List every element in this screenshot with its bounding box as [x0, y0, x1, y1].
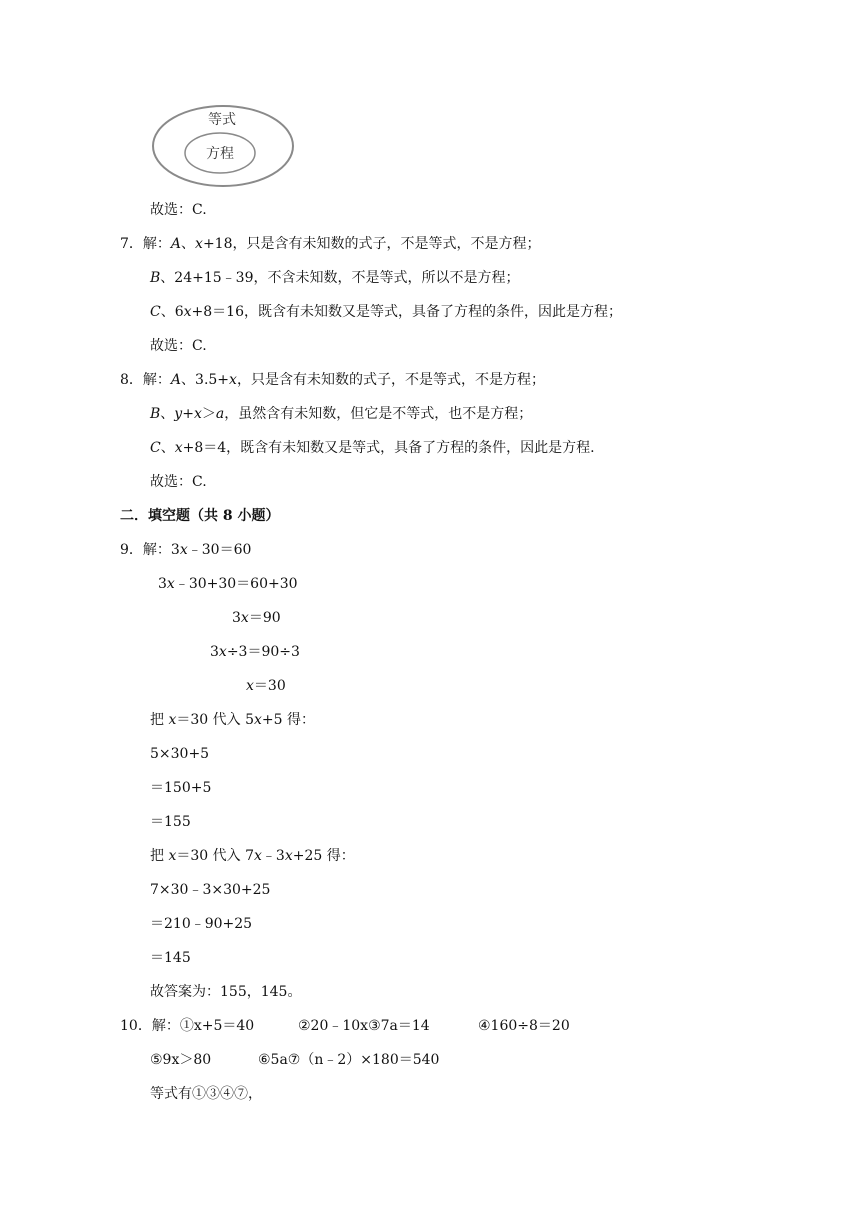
- q9-sub2: [150, 846, 355, 866]
- q6-conclusion: 故选：C.: [150, 202, 207, 218]
- q9-sub2-var2: x: [253, 848, 262, 864]
- q8-a-var: x: [229, 372, 237, 388]
- q7-opt-c: C: [150, 304, 161, 320]
- q7-b-sep: 、: [160, 270, 175, 286]
- q7-c-text: ，既含有未知数又是等式，具备了方程的条件，因此是方程；: [244, 304, 622, 320]
- q8-b-text: ，虽然含有未知数，但它是不等式，也不是方程；: [224, 406, 533, 422]
- q7-b-text: ，不含未知数，不是等式，所以不是方程；: [253, 270, 520, 286]
- q9-calc1-line: ＝150+5: [150, 780, 212, 796]
- q9-sub2-p4: +25 得：: [292, 848, 355, 864]
- q10-item-2: ②20﹣10x③7a＝14: [298, 1018, 430, 1034]
- q9-eq5: [246, 676, 286, 696]
- q8-c-expr: +8＝4: [182, 440, 227, 456]
- q8-opt-a: A: [170, 372, 182, 388]
- q8-head: 8．解：: [120, 372, 171, 388]
- q8-b-plus: +: [182, 406, 194, 422]
- q8-line-a: [120, 370, 545, 390]
- q8-b-v3: a: [215, 406, 225, 422]
- q9-eq1-var: x: [179, 542, 188, 558]
- q10-equalities: 等式有①③④⑦，: [150, 1086, 262, 1102]
- q8-c-text: ，既含有未知数又是等式，具备了方程的条件，因此是方程.: [226, 440, 595, 456]
- q9-sub1-var: x: [168, 712, 177, 728]
- q9-sub2-var3: x: [284, 848, 293, 864]
- q9-eq4-var: x: [218, 644, 227, 660]
- q9-eq2-b: ﹣30+30＝60+30: [174, 576, 298, 592]
- q8-a-text: ，只是含有未知数的式子，不是等式，不是方程；: [236, 372, 545, 388]
- q9-eq3-b: ＝90: [248, 610, 281, 626]
- q8-opt-c: C: [150, 440, 161, 456]
- q9-eq2-a: 3: [158, 576, 167, 592]
- q7-a-expr: +18: [202, 236, 233, 252]
- q9-head: 9．解：: [120, 542, 171, 558]
- equation-set-diagram: [150, 100, 296, 190]
- q8-c-sep: 、: [160, 440, 175, 456]
- q9-eq3: [232, 608, 281, 628]
- q9-sub1-p3: +5 得：: [261, 712, 315, 728]
- q8-b-v1: y: [174, 406, 183, 422]
- q7-line-b: [150, 268, 519, 288]
- q7-a-sep: 、: [181, 236, 196, 252]
- q9-eq1-b: ﹣30＝60: [187, 542, 252, 558]
- outer-label: 等式: [208, 112, 236, 128]
- q8-opt-b: B: [150, 406, 161, 422]
- q8-b-gt: ＞: [201, 406, 216, 422]
- q7-opt-b: B: [150, 270, 161, 286]
- q7-b-expr: 24+15﹣39: [174, 270, 254, 286]
- q7-c-sep: 、: [160, 304, 175, 320]
- q7-head: 7．解：: [120, 236, 171, 252]
- q9-eq5-b: ＝30: [253, 678, 286, 694]
- q9-eq1: [120, 540, 251, 560]
- q9-sub1-p2: ＝30 代入 5: [176, 712, 254, 728]
- q9-sub1-var2: x: [253, 712, 262, 728]
- q9-calc1-line: ＝155: [150, 814, 191, 830]
- q9-sub2-p2: ＝30 代入 7: [176, 848, 254, 864]
- q7-a-var: x: [195, 236, 203, 252]
- q9-eq5-var: x: [246, 678, 254, 694]
- q9-eq4: [210, 642, 300, 662]
- q9-eq3-a: 3: [232, 610, 241, 626]
- q7-c-expr-b: +8＝16: [191, 304, 244, 320]
- q8-a-sep: 、: [181, 372, 196, 388]
- q8-a-expr: 3.5+: [195, 372, 230, 388]
- q7-conclusion: 故选：C.: [150, 338, 207, 354]
- q9-calc2-line: ＝210﹣90+25: [150, 916, 253, 932]
- q10-line-1: [120, 1016, 254, 1036]
- q8-line-b: [150, 404, 532, 424]
- q9-eq3-var: x: [240, 610, 249, 626]
- q8-c-var: x: [174, 440, 183, 456]
- q9-calc1-line: 5×30+5: [150, 746, 210, 762]
- q9-eq2: [158, 574, 298, 594]
- q7-a-text: ，只是含有未知数的式子，不是等式，不是方程；: [232, 236, 541, 252]
- q7-c-var: x: [183, 304, 192, 320]
- q8-line-c: [150, 438, 595, 458]
- q10-item-1: ①x+5＝40: [179, 1018, 255, 1034]
- q9-answer: 故答案为：155，145。: [150, 984, 302, 1000]
- q7-c-expr-a: 6: [174, 304, 184, 320]
- q9-eq4-a: 3: [210, 644, 219, 660]
- q9-sub2-p3: ﹣3: [261, 848, 285, 864]
- q7-line-c: [150, 302, 622, 322]
- q8-conclusion: 故选：C.: [150, 474, 207, 490]
- q8-b-sep: 、: [160, 406, 175, 422]
- q7-opt-a: A: [170, 236, 182, 252]
- inner-label: 方程: [206, 146, 234, 162]
- q9-eq1-a: 3: [170, 542, 180, 558]
- q9-sub2-var: x: [168, 848, 177, 864]
- q9-sub1-p1: 把: [150, 712, 169, 728]
- q9-eq4-b: ÷3＝90÷3: [226, 644, 300, 660]
- q9-sub2-p1: 把: [150, 848, 169, 864]
- q7-line-a: [120, 234, 541, 254]
- q9-calc2-line: 7×30﹣3×30+25: [150, 882, 271, 898]
- q9-calc2-line: ＝145: [150, 950, 191, 966]
- q8-b-v2: x: [193, 406, 202, 422]
- section-title: 二．填空题（共 8 小题）: [120, 508, 280, 524]
- q9-sub1: [150, 710, 315, 730]
- q10-item-5: ⑥5a⑦（n﹣2）×180＝540: [258, 1052, 440, 1068]
- q9-eq2-var: x: [166, 576, 175, 592]
- q10-item-3: ④160÷8＝20: [478, 1018, 570, 1034]
- q10-item-4: ⑤9x＞80: [150, 1052, 212, 1068]
- q10-head: 10．解：: [120, 1018, 180, 1034]
